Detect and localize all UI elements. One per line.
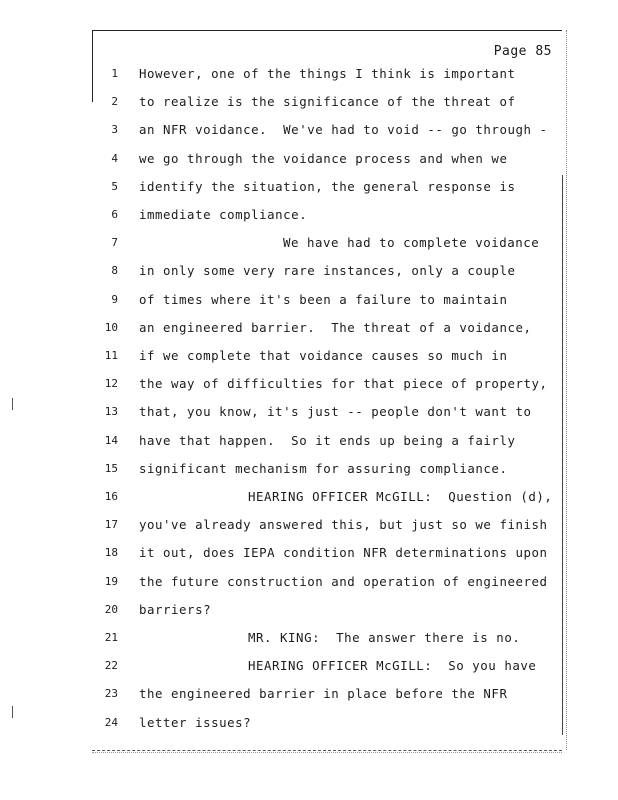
line-number: 8	[111, 264, 118, 278]
line-number: 3	[111, 123, 118, 137]
transcript-line	[0, 543, 618, 563]
line-number: 24	[104, 715, 118, 729]
line-number: 22	[104, 659, 118, 673]
line-number: 23	[104, 687, 118, 701]
line-number: 7	[111, 236, 118, 250]
line-number: 13	[104, 405, 118, 419]
line-number: 9	[111, 292, 118, 306]
transcript-line	[0, 431, 618, 451]
transcript-line	[0, 713, 618, 733]
line-number: 19	[104, 574, 118, 588]
line-number: 6	[111, 208, 118, 221]
transcript-line	[0, 487, 618, 507]
bottom-dotted-line	[92, 752, 562, 753]
line-number: 16	[104, 490, 118, 503]
transcript-line	[0, 628, 618, 648]
line-number: 1	[111, 67, 118, 80]
transcript-line	[0, 177, 618, 197]
transcript-line	[0, 120, 618, 140]
page-number: Page 85	[493, 44, 552, 59]
line-text: the way of difficulties for that piece of property,	[139, 376, 548, 392]
line-text: MR. KING: The answer there is no.	[248, 630, 521, 645]
line-text: significant mechanism for assuring compliance.	[139, 460, 508, 476]
transcript-line	[0, 684, 618, 704]
line-text: that, you know, it's just -- people don't want to	[139, 404, 532, 420]
line-text: the future construction and operation of engineered	[139, 573, 548, 589]
line-text: in only some very rare instances, only a couple	[139, 263, 516, 279]
transcript-line	[0, 459, 618, 479]
line-number: 11	[104, 349, 118, 362]
line-number: 4	[111, 151, 118, 165]
line-text: identify the situation, the general response is	[139, 178, 516, 194]
transcript-line	[0, 233, 618, 253]
line-text: barriers?	[139, 601, 212, 617]
transcript-line	[0, 402, 618, 422]
line-text: have that happen. So it ends up being a fairly	[139, 432, 516, 448]
line-number: 15	[104, 461, 118, 475]
line-text: of times where it's been a failure to maintain	[139, 291, 508, 307]
line-number: 10	[104, 320, 118, 334]
line-number: 2	[111, 95, 118, 109]
transcript-line	[0, 572, 618, 592]
line-number: 18	[104, 546, 118, 560]
transcript-line	[0, 600, 618, 620]
line-text: the engineered barrier in place before the NFR	[139, 686, 508, 702]
transcript-line	[0, 92, 618, 112]
transcript-line	[0, 205, 618, 225]
line-text: letter issues?	[139, 714, 252, 730]
line-text: immediate compliance.	[139, 207, 308, 222]
line-number: 21	[104, 631, 118, 644]
line-text: an NFR voidance. We've had to void -- go through -	[139, 122, 548, 138]
line-text: we go through the voidance process and when we	[139, 150, 508, 166]
line-text: We have had to complete voidance	[283, 235, 540, 251]
line-number: 5	[111, 179, 118, 193]
line-number: 14	[104, 433, 118, 447]
line-number: 17	[104, 518, 118, 532]
transcript-line	[0, 261, 618, 281]
line-number: 12	[104, 377, 118, 391]
transcript-line	[0, 656, 618, 676]
line-text: you've already answered this, but just so we finish	[139, 517, 548, 533]
right-border-line	[562, 175, 563, 735]
line-text: it out, does IEPA condition NFR determinations upon	[139, 545, 548, 561]
transcript-line	[0, 64, 618, 84]
line-number: 20	[104, 602, 118, 616]
line-text: HEARING OFFICER McGILL: So you have	[248, 658, 537, 674]
line-text: an engineered barrier. The threat of a voidance,	[139, 319, 532, 335]
transcript-line	[0, 318, 618, 338]
line-text: HEARING OFFICER McGILL: Question (d),	[248, 489, 553, 504]
transcript-line	[0, 290, 618, 310]
transcript-line	[0, 149, 618, 169]
bottom-border-line	[92, 750, 562, 751]
line-text: However, one of the things I think is important	[139, 66, 516, 81]
line-text: to realize is the significance of the threat of	[139, 94, 516, 110]
line-text: if we complete that voidance causes so much in	[139, 348, 508, 363]
transcript-line	[0, 346, 618, 366]
transcript-line	[0, 515, 618, 535]
top-border-line	[92, 30, 562, 31]
transcript-line	[0, 374, 618, 394]
